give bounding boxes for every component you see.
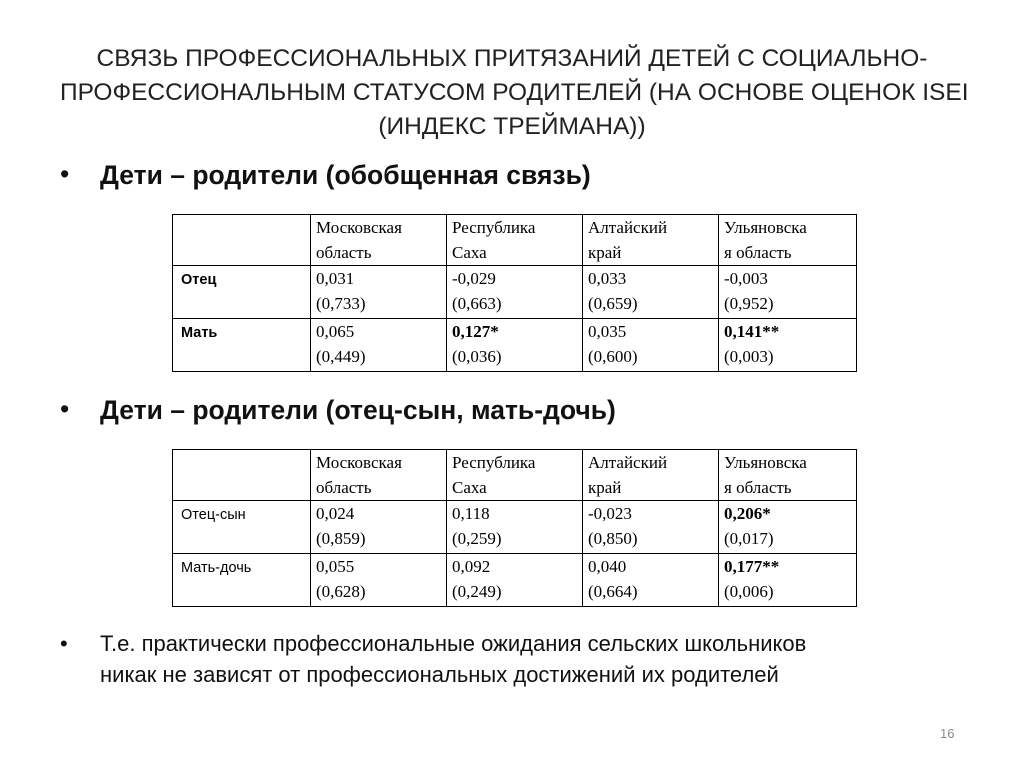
table-cell-significant	[719, 554, 857, 607]
column-header	[447, 450, 583, 501]
column-header	[447, 215, 583, 266]
generalized-correlation-table	[172, 214, 857, 372]
p-value: (0,952)	[724, 294, 774, 313]
column-header-line: край	[588, 243, 622, 262]
table-cell-significant	[447, 319, 583, 372]
correlation-value: -0,003	[724, 269, 768, 288]
column-header	[583, 450, 719, 501]
table-cell	[719, 266, 857, 319]
slide-title-line-2: ПРОФЕССИОНАЛЬНЫМ СТАТУСОМ РОДИТЕЛЕЙ (НА ОСНОВЕ ОЦЕНОК ISEI	[60, 79, 969, 106]
table-cell-significant	[719, 319, 857, 372]
table-cell	[583, 501, 719, 554]
column-header-line: Ульяновска	[724, 218, 807, 237]
p-value: (0,449)	[316, 347, 366, 366]
column-header	[719, 215, 857, 266]
column-header-line: Саха	[452, 243, 487, 262]
correlation-value: -0,023	[588, 504, 632, 523]
table-cell	[583, 266, 719, 319]
gender-pair-correlation-table	[172, 449, 857, 607]
page-number: 16	[940, 726, 955, 741]
slide-title	[60, 42, 969, 144]
slide-title-line-1: СВЯЗЬ ПРОФЕССИОНАЛЬНЫХ ПРИТЯЗАНИЙ ДЕТЕЙ С СОЦИАЛЬНО-	[96, 45, 928, 72]
table-row	[173, 266, 857, 319]
correlation-value: 0,127*	[452, 322, 499, 341]
correlation-value: 0,141**	[724, 322, 780, 341]
p-value: (0,859)	[316, 529, 366, 548]
conclusion-text	[100, 628, 806, 690]
column-header	[583, 215, 719, 266]
column-header-line: Алтайский	[588, 218, 668, 237]
table-cell	[447, 501, 583, 554]
table-row	[173, 554, 857, 607]
table-cell	[583, 319, 719, 372]
column-header-line: Республика	[452, 453, 536, 472]
table-header-row	[173, 450, 857, 501]
column-header	[719, 450, 857, 501]
correlation-value: 0,092	[452, 557, 491, 576]
p-value: (0,659)	[588, 294, 638, 313]
p-value: (0,003)	[724, 347, 774, 366]
column-header-line: я область	[724, 243, 792, 262]
table-cell	[311, 554, 447, 607]
table-cell	[311, 266, 447, 319]
bullet-dot-icon: •	[60, 394, 70, 424]
table-cell	[583, 554, 719, 607]
correlation-value: 0,031	[316, 269, 355, 288]
section-1-heading-text: Дети – родители (обобщенная связь)	[100, 160, 591, 190]
correlation-value: 0,065	[316, 322, 355, 341]
p-value: (0,663)	[452, 294, 502, 313]
p-value: (0,664)	[588, 582, 638, 601]
correlation-value: -0,029	[452, 269, 496, 288]
p-value: (0,249)	[452, 582, 502, 601]
correlation-value: 0,035	[588, 322, 627, 341]
slide-title-line-3: (ИНДЕКС ТРЕЙМАНА))	[378, 113, 646, 140]
conclusion-line-1: Т.е. практически профессиональные ожидания сельских школьников	[100, 631, 807, 656]
p-value: (0,850)	[588, 529, 638, 548]
p-value: (0,628)	[316, 582, 366, 601]
column-header	[311, 215, 447, 266]
table-header-row	[173, 215, 857, 266]
row-label: Отец	[173, 266, 311, 319]
column-header-line: Республика	[452, 218, 536, 237]
correlation-value: 0,118	[452, 504, 490, 523]
p-value: (0,036)	[452, 347, 502, 366]
column-header-line: Московская	[316, 218, 402, 237]
correlation-value: 0,177**	[724, 557, 780, 576]
correlation-value: 0,206*	[724, 504, 771, 523]
correlation-value: 0,055	[316, 557, 355, 576]
column-header-line: область	[316, 478, 372, 497]
column-header	[311, 450, 447, 501]
correlation-value: 0,040	[588, 557, 627, 576]
table-cell	[447, 266, 583, 319]
bullet-dot-icon: •	[60, 631, 68, 656]
p-value: (0,733)	[316, 294, 366, 313]
p-value: (0,017)	[724, 529, 774, 548]
table-cell-significant	[719, 501, 857, 554]
section-2-heading-text: Дети – родители (отец-сын, мать-дочь)	[100, 395, 616, 425]
column-header-line: Ульяновска	[724, 453, 807, 472]
table-row	[173, 501, 857, 554]
p-value: (0,259)	[452, 529, 502, 548]
column-header-line: Московская	[316, 453, 402, 472]
row-label: Мать-дочь	[173, 554, 311, 607]
table-cell	[447, 554, 583, 607]
correlation-value: 0,024	[316, 504, 355, 523]
table-cell	[311, 501, 447, 554]
p-value: (0,600)	[588, 347, 638, 366]
correlation-value: 0,033	[588, 269, 627, 288]
corner-cell	[173, 450, 311, 501]
column-header-line: область	[316, 243, 372, 262]
table-row	[173, 319, 857, 372]
conclusion-line-2: никак не зависят от профессиональных достижений их родителей	[100, 662, 779, 687]
p-value: (0,006)	[724, 582, 774, 601]
row-label: Отец-сын	[173, 501, 311, 554]
column-header-line: Алтайский	[588, 453, 668, 472]
column-header-line: я область	[724, 478, 792, 497]
bullet-dot-icon: •	[60, 159, 70, 189]
corner-cell	[173, 215, 311, 266]
column-header-line: край	[588, 478, 622, 497]
row-label: Мать	[173, 319, 311, 372]
table-cell	[311, 319, 447, 372]
column-header-line: Саха	[452, 478, 487, 497]
